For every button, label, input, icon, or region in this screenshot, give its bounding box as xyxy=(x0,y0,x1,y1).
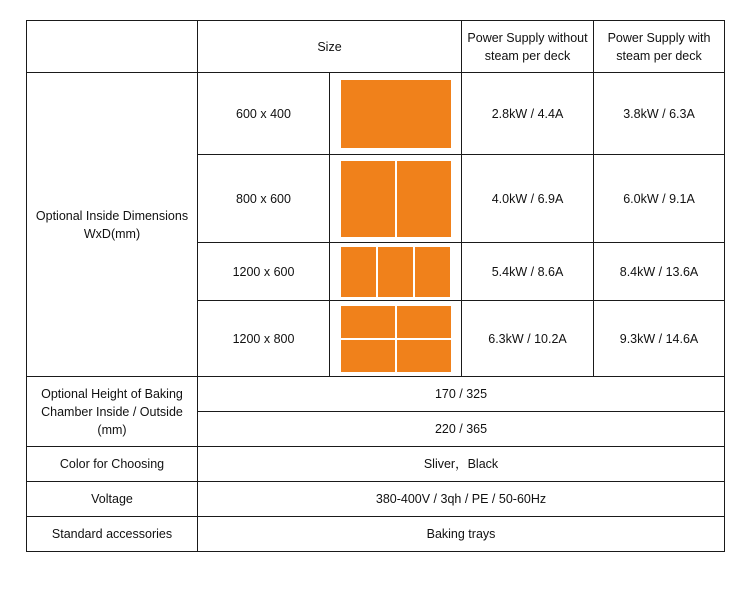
tray-pan xyxy=(341,80,451,148)
header-row xyxy=(27,21,725,73)
tray-pan xyxy=(397,340,451,372)
voltage-label: Voltage xyxy=(27,482,198,517)
tray-pan xyxy=(341,247,376,297)
height-label: Optional Height of Baking Chamber Inside / Outside (mm) xyxy=(27,377,198,447)
height-row xyxy=(27,377,725,412)
tray-diagram xyxy=(330,301,462,377)
color-label: Color for Choosing xyxy=(27,447,198,482)
power-with-steam-value: 9.3kW / 14.6A xyxy=(594,301,725,377)
power-with-steam-value: 3.8kW / 6.3A xyxy=(594,73,725,155)
power-without-steam-value: 4.0kW / 6.9A xyxy=(462,155,594,243)
size-value: 1200 x 600 xyxy=(198,243,330,301)
accessories-value: Baking trays xyxy=(198,517,725,552)
height-value: 220 / 365 xyxy=(198,412,725,447)
power-without-steam-value: 5.4kW / 8.6A xyxy=(462,243,594,301)
tray-pan xyxy=(397,161,451,237)
power-without-steam-value: 2.8kW / 4.4A xyxy=(462,73,594,155)
size-value: 600 x 400 xyxy=(198,73,330,155)
power-with-steam-value: 6.0kW / 9.1A xyxy=(594,155,725,243)
dimensions-label: Optional Inside Dimensions WxD(mm) xyxy=(27,73,198,377)
specification-table xyxy=(26,20,725,552)
tray-pan xyxy=(341,161,395,237)
tray-pan xyxy=(341,340,395,372)
size-header: Size xyxy=(198,21,462,73)
tray-pan xyxy=(397,306,451,338)
tray-pan xyxy=(378,247,413,297)
voltage-value: 380-400V / 3qh / PE / 50-60Hz xyxy=(198,482,725,517)
tray-diagram xyxy=(330,243,462,301)
power-without-steam-header: Power Supply without steam per deck xyxy=(462,21,594,73)
tray-graphic-1200x800 xyxy=(341,306,451,372)
size-row xyxy=(27,73,725,155)
tray-graphic-1200x600 xyxy=(341,247,451,297)
power-without-steam-value: 6.3kW / 10.2A xyxy=(462,301,594,377)
color-row xyxy=(27,447,725,482)
tray-diagram xyxy=(330,73,462,155)
tray-graphic-600x400 xyxy=(341,80,451,148)
size-value: 1200 x 800 xyxy=(198,301,330,377)
size-value: 800 x 600 xyxy=(198,155,330,243)
tray-diagram xyxy=(330,155,462,243)
voltage-row xyxy=(27,482,725,517)
accessories-label: Standard accessories xyxy=(27,517,198,552)
tray-pan xyxy=(341,306,395,338)
header-empty-cell xyxy=(27,21,198,73)
power-with-steam-value: 8.4kW / 13.6A xyxy=(594,243,725,301)
color-value: Sliver，Black xyxy=(198,447,725,482)
height-value: 170 / 325 xyxy=(198,377,725,412)
tray-graphic-800x600 xyxy=(341,161,451,237)
tray-pan xyxy=(415,247,450,297)
accessories-row xyxy=(27,517,725,552)
power-with-steam-header: Power Supply with steam per deck xyxy=(594,21,725,73)
